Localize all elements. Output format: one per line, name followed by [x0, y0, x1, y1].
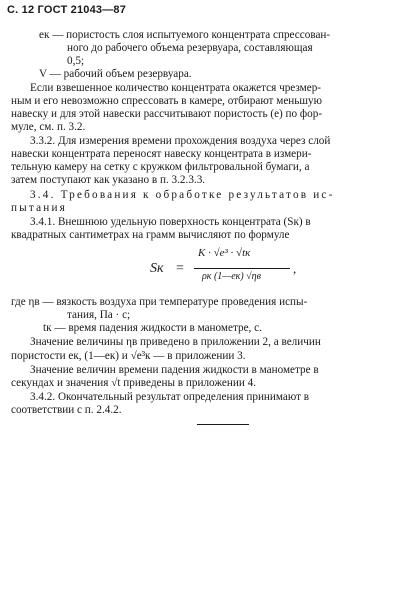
specific-surface-formula [150, 245, 310, 293]
formula-denominator: ρк (1—eк) √ηв [202, 271, 261, 282]
section-heading-line-1: 3.4. Требования к обработке результатов ис- [30, 189, 335, 201]
text-line-17: где ηв — вязкость воздуха при температуре проведения испы- [11, 296, 308, 308]
text-line-19: tк — время падения жидкости в манометре, с. [43, 322, 262, 334]
section-heading-line-2: пытания [11, 202, 68, 214]
text-line-15: 3.4.1. Внешнюю удельную поверхность концентрата (Sк) в [30, 216, 311, 228]
formula-lhs: Sк [150, 261, 164, 276]
text-line-3: 0,5; [67, 55, 85, 67]
text-line-12: затем поступают как указано в п. 3.2.3.3. [11, 174, 206, 186]
end-rule [197, 424, 249, 425]
text-line-24: 3.4.2. Окончательный результат определения принимают в [30, 391, 310, 403]
text-line-4: V — рабочий объем резервуара. [39, 68, 192, 80]
text-line-1: eк — пористость слоя испытуемого концентрата спрессован- [39, 29, 331, 41]
formula-comma: , [293, 261, 297, 276]
text-line-18: тания, Па · с; [67, 309, 131, 321]
text-line-11: тельную камеру на сетку с кружком фильтровальной бумаги, а [11, 161, 310, 173]
text-line-25: соответствии с п. 2.4.2. [11, 404, 122, 416]
text-line-7: навеску и для этой навески рассчитывают пористость (e) по фор- [11, 108, 323, 120]
text-line-22: Значение величин времени падения жидкости в манометре в [30, 364, 319, 376]
text-line-20: Значение величины ηв приведено в приложении 2, а величин [30, 336, 321, 348]
text-line-5: Если взвешенное количество концентрата окажется чрезмер- [30, 82, 322, 94]
text-line-2: ного до рабочего объема резервуара, составляющая [67, 42, 313, 54]
formula-equals: = [176, 261, 184, 276]
text-line-6: ным и его невозможно спрессовать в камере, отбирают меньшую [11, 95, 322, 107]
text-line-21: пористости eк, (1—eк) и √e³к — в приложении 3. [11, 350, 246, 362]
page-header: С. 12 ГОСТ 21043—87 [7, 4, 127, 16]
text-line-8: муле, см. п. 3.2. [11, 121, 86, 133]
text-line-23: секундах и значения √t приведены в приложении 4. [11, 377, 257, 389]
text-line-9: 3.3.2. Для измерения времени прохождения воздуха через слой [30, 135, 331, 147]
fraction-bar [194, 268, 290, 269]
text-line-10: навески концентрата переносят навеску концентрата в измери- [11, 148, 312, 160]
formula-numerator: K · √e³ · √tк [198, 247, 251, 259]
text-line-16: квадратных сантиметрах на грамм вычисляют по формуле [11, 229, 290, 241]
